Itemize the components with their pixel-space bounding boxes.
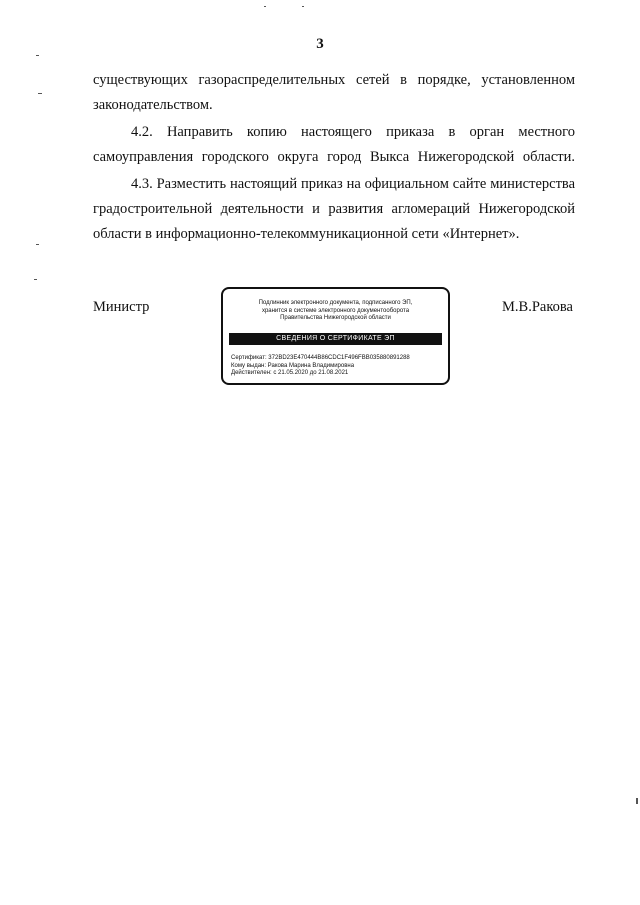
paragraph-4-2 bbox=[93, 120, 575, 170]
paragraph-line: существующих газораспределительных сетей в порядке, установленном bbox=[93, 72, 575, 88]
scan-mark bbox=[34, 279, 37, 280]
paragraph-4-3 bbox=[93, 172, 575, 247]
scan-mark bbox=[636, 798, 638, 804]
scan-mark bbox=[36, 244, 39, 245]
scan-mark bbox=[264, 6, 266, 7]
stamp-header-line: хранится в системе электронного документооборота bbox=[261, 307, 410, 314]
paragraph-line: 4.2. Направить копию настоящего приказа в орган местного bbox=[131, 124, 575, 140]
signature-name: М.В.Ракова bbox=[502, 299, 573, 315]
scan-mark bbox=[36, 55, 39, 56]
paragraph-line: законодательством. bbox=[93, 97, 213, 113]
signature-position: Министр bbox=[93, 299, 150, 315]
paragraph-line: самоуправления городского округа город Выкса Нижегородской области. bbox=[93, 149, 575, 165]
stamp-header-line: Правительства Нижегородской области bbox=[280, 315, 391, 321]
stamp-details bbox=[231, 355, 442, 378]
scan-mark bbox=[38, 93, 42, 94]
page-number: 3 bbox=[316, 36, 324, 52]
paragraph-line: области в информационно-телекоммуникационной сети «Интернет». bbox=[93, 226, 520, 242]
stamp-header-line: Подлинник электронного документа, подписанного ЭП, bbox=[258, 300, 413, 306]
stamp-certificate: Сертификат: 372BD23E470444B86CDC1F496FBB035880891288 bbox=[231, 355, 410, 361]
paragraph-line: 4.3. Разместить настоящий приказ на официальном сайте министерства bbox=[131, 176, 575, 192]
stamp-validity: Действителен: с 21.05.2020 до 21.08.2021 bbox=[231, 370, 349, 376]
stamp-issued-to: Кому выдан: Ракова Марина Владимировна bbox=[231, 362, 355, 369]
stamp-header bbox=[227, 300, 444, 323]
paragraph-line: градостроительной деятельности и развития агломераций Нижегородской bbox=[93, 201, 575, 217]
electronic-signature-stamp bbox=[221, 287, 450, 385]
stamp-title-bar: СВЕДЕНИЯ О СЕРТИФИКАТЕ ЭП bbox=[229, 333, 442, 345]
paragraph-1 bbox=[93, 68, 575, 118]
scan-mark bbox=[302, 6, 304, 7]
